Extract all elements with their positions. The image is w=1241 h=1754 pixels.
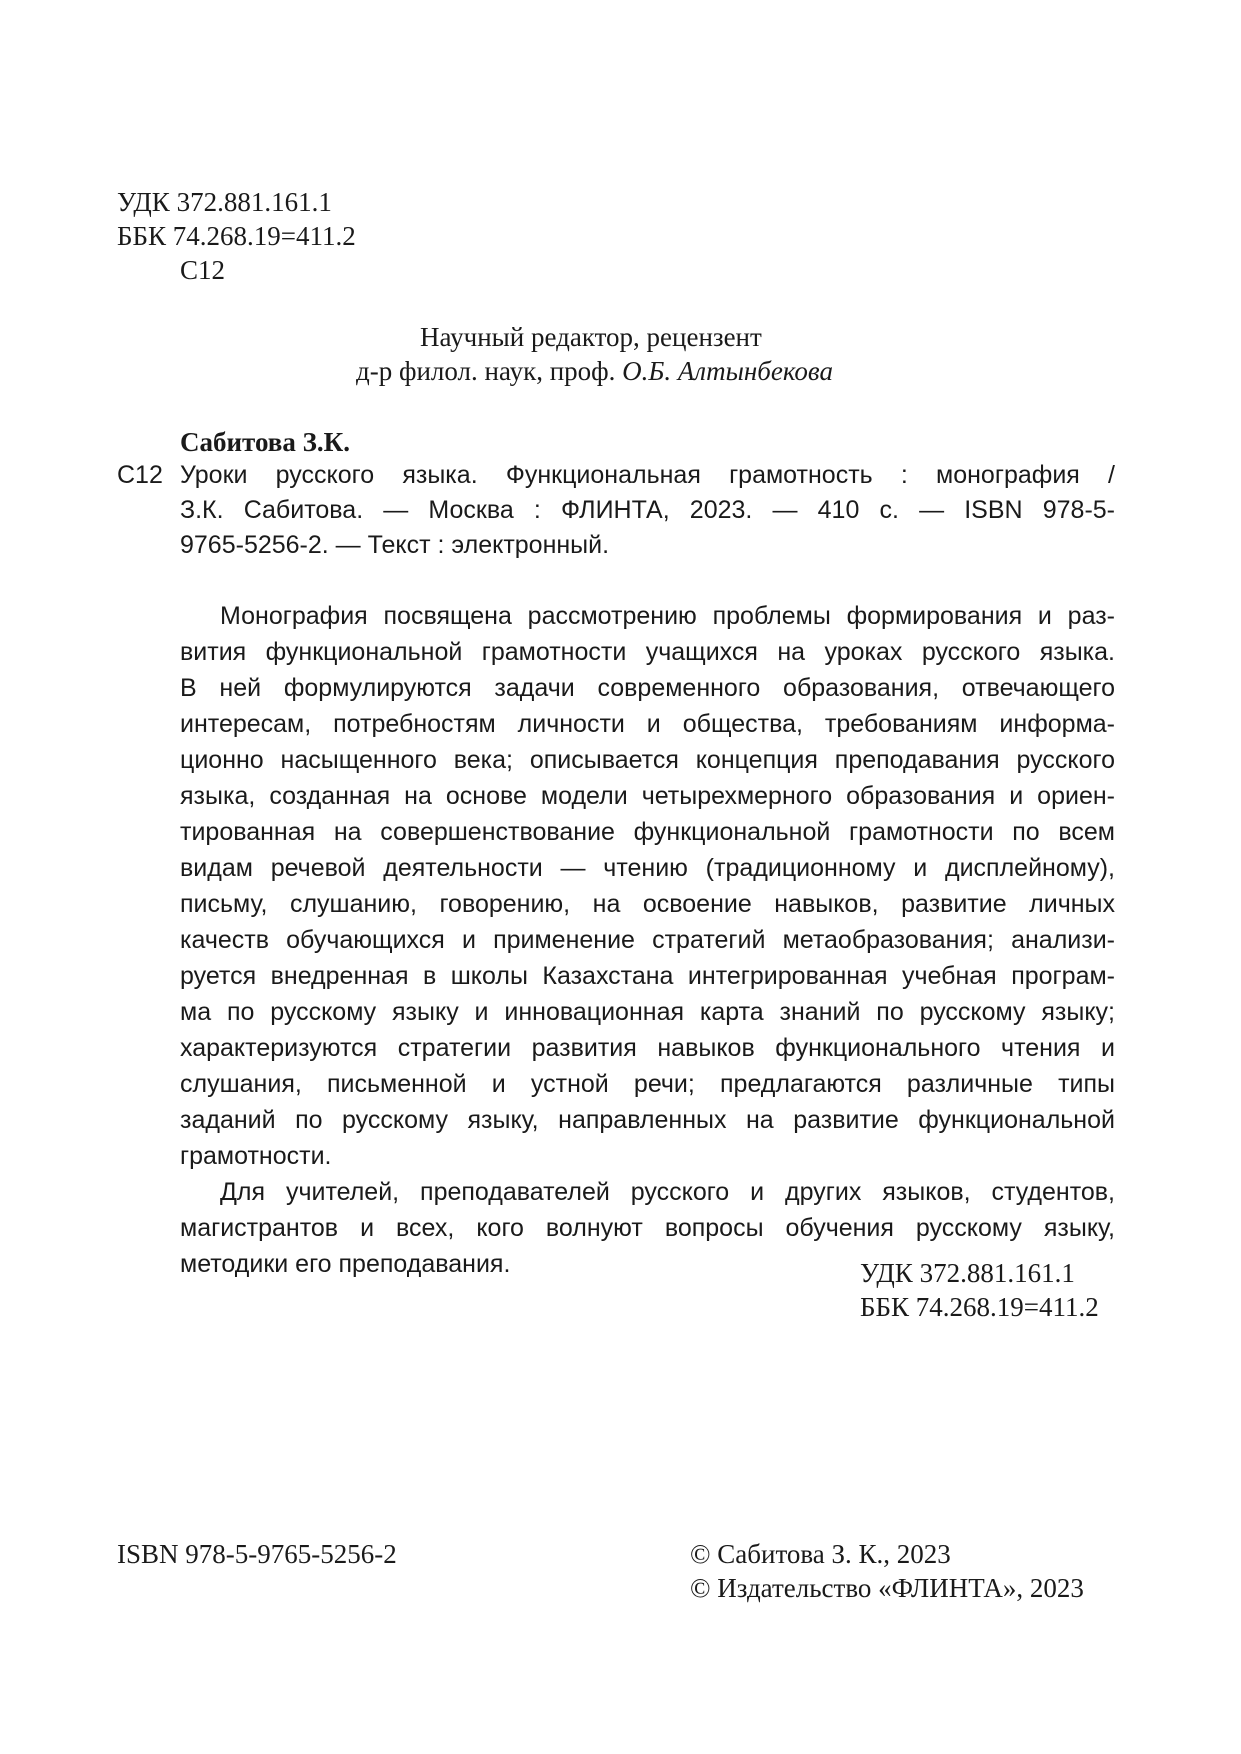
abstract bbox=[180, 598, 1115, 1282]
abstract-line: руется внедренная в школы Казахстана интегрированная учебная програм- bbox=[180, 962, 1115, 990]
isbn: ISBN 978-5-9765-5256-2 bbox=[117, 1539, 397, 1569]
abstract-line: слушания, письменной и устной речи; предлагаются различные типы bbox=[180, 1070, 1115, 1098]
copyright-publisher: © Издательство «ФЛИНТА», 2023 bbox=[690, 1573, 1084, 1603]
copyright-author: © Сабитова З. К., 2023 bbox=[690, 1539, 951, 1569]
audience-line: методики его преподавания. bbox=[180, 1250, 511, 1278]
abstract-line: качеств обучающихся и применение стратегий метаобразования; анализи- bbox=[180, 926, 1115, 954]
bbk-code-bottom: ББК 74.268.19=411.2 bbox=[860, 1292, 1099, 1322]
bib-line: З.К. Сабитова. — Москва : ФЛИНТА, 2023. — 410 с. — ISBN 978-5- bbox=[180, 496, 1115, 524]
abstract-line: видам речевой деятельности — чтению (традиционному и дисплейному), bbox=[180, 854, 1115, 882]
abstract-line: вития функциональной грамотности учащихся на уроках русского языка. bbox=[180, 638, 1115, 666]
udk-code-bottom: УДК 372.881.161.1 bbox=[860, 1258, 1075, 1288]
abstract-line: грамотности. bbox=[180, 1142, 332, 1170]
author-mark: С12 bbox=[180, 255, 226, 285]
editor-name: О.Б. Алтынбекова bbox=[622, 356, 833, 386]
book-author: Сабитова З.К. bbox=[180, 427, 350, 457]
abstract-line: ционно насыщенного века; описывается концепция преподавания русского bbox=[180, 746, 1115, 774]
bibliographic-description bbox=[180, 458, 1115, 563]
audience-line: магистрантов и всех, кого волнуют вопросы обучения русскому языку, bbox=[180, 1214, 1115, 1242]
bbk-code: ББК 74.268.19=411.2 bbox=[117, 221, 356, 251]
abstract-line: тированная на совершенствование функциональной грамотности по всем bbox=[180, 818, 1115, 846]
editor-credit bbox=[356, 354, 833, 388]
audience-line: Для учителей, преподавателей русского и других языков, студентов, bbox=[220, 1178, 1115, 1206]
editor-role: Научный редактор, рецензент bbox=[420, 322, 762, 352]
udk-code: УДК 372.881.161.1 bbox=[117, 187, 332, 217]
abstract-line: Монография посвящена рассмотрению проблемы формирования и раз- bbox=[220, 602, 1115, 630]
abstract-line: характеризуются стратегии развития навыков функционального чтения и bbox=[180, 1034, 1115, 1062]
editor-degree: д-р филол. наук, проф. bbox=[356, 356, 616, 386]
bib-line: 9765-5256-2. — Текст : электронный. bbox=[180, 531, 610, 559]
abstract-line: заданий по русскому языку, направленных на развитие функциональной bbox=[180, 1106, 1115, 1134]
abstract-line: языка, созданная на основе модели четырехмерного образования и ориен- bbox=[180, 782, 1115, 810]
bib-author-mark: С12 bbox=[117, 461, 163, 489]
abstract-line: письму, слушанию, говорению, на освоение навыков, развитие личных bbox=[180, 890, 1115, 918]
abstract-line: ма по русскому языку и инновационная карта знаний по русскому языку; bbox=[180, 998, 1115, 1026]
abstract-line: В ней формулируются задачи современного образования, отвечающего bbox=[180, 674, 1115, 702]
abstract-line: интересам, потребностям личности и общества, требованиям информа- bbox=[180, 710, 1115, 738]
bib-line: Уроки русского языка. Функциональная грамотность : монография / bbox=[180, 461, 1115, 489]
